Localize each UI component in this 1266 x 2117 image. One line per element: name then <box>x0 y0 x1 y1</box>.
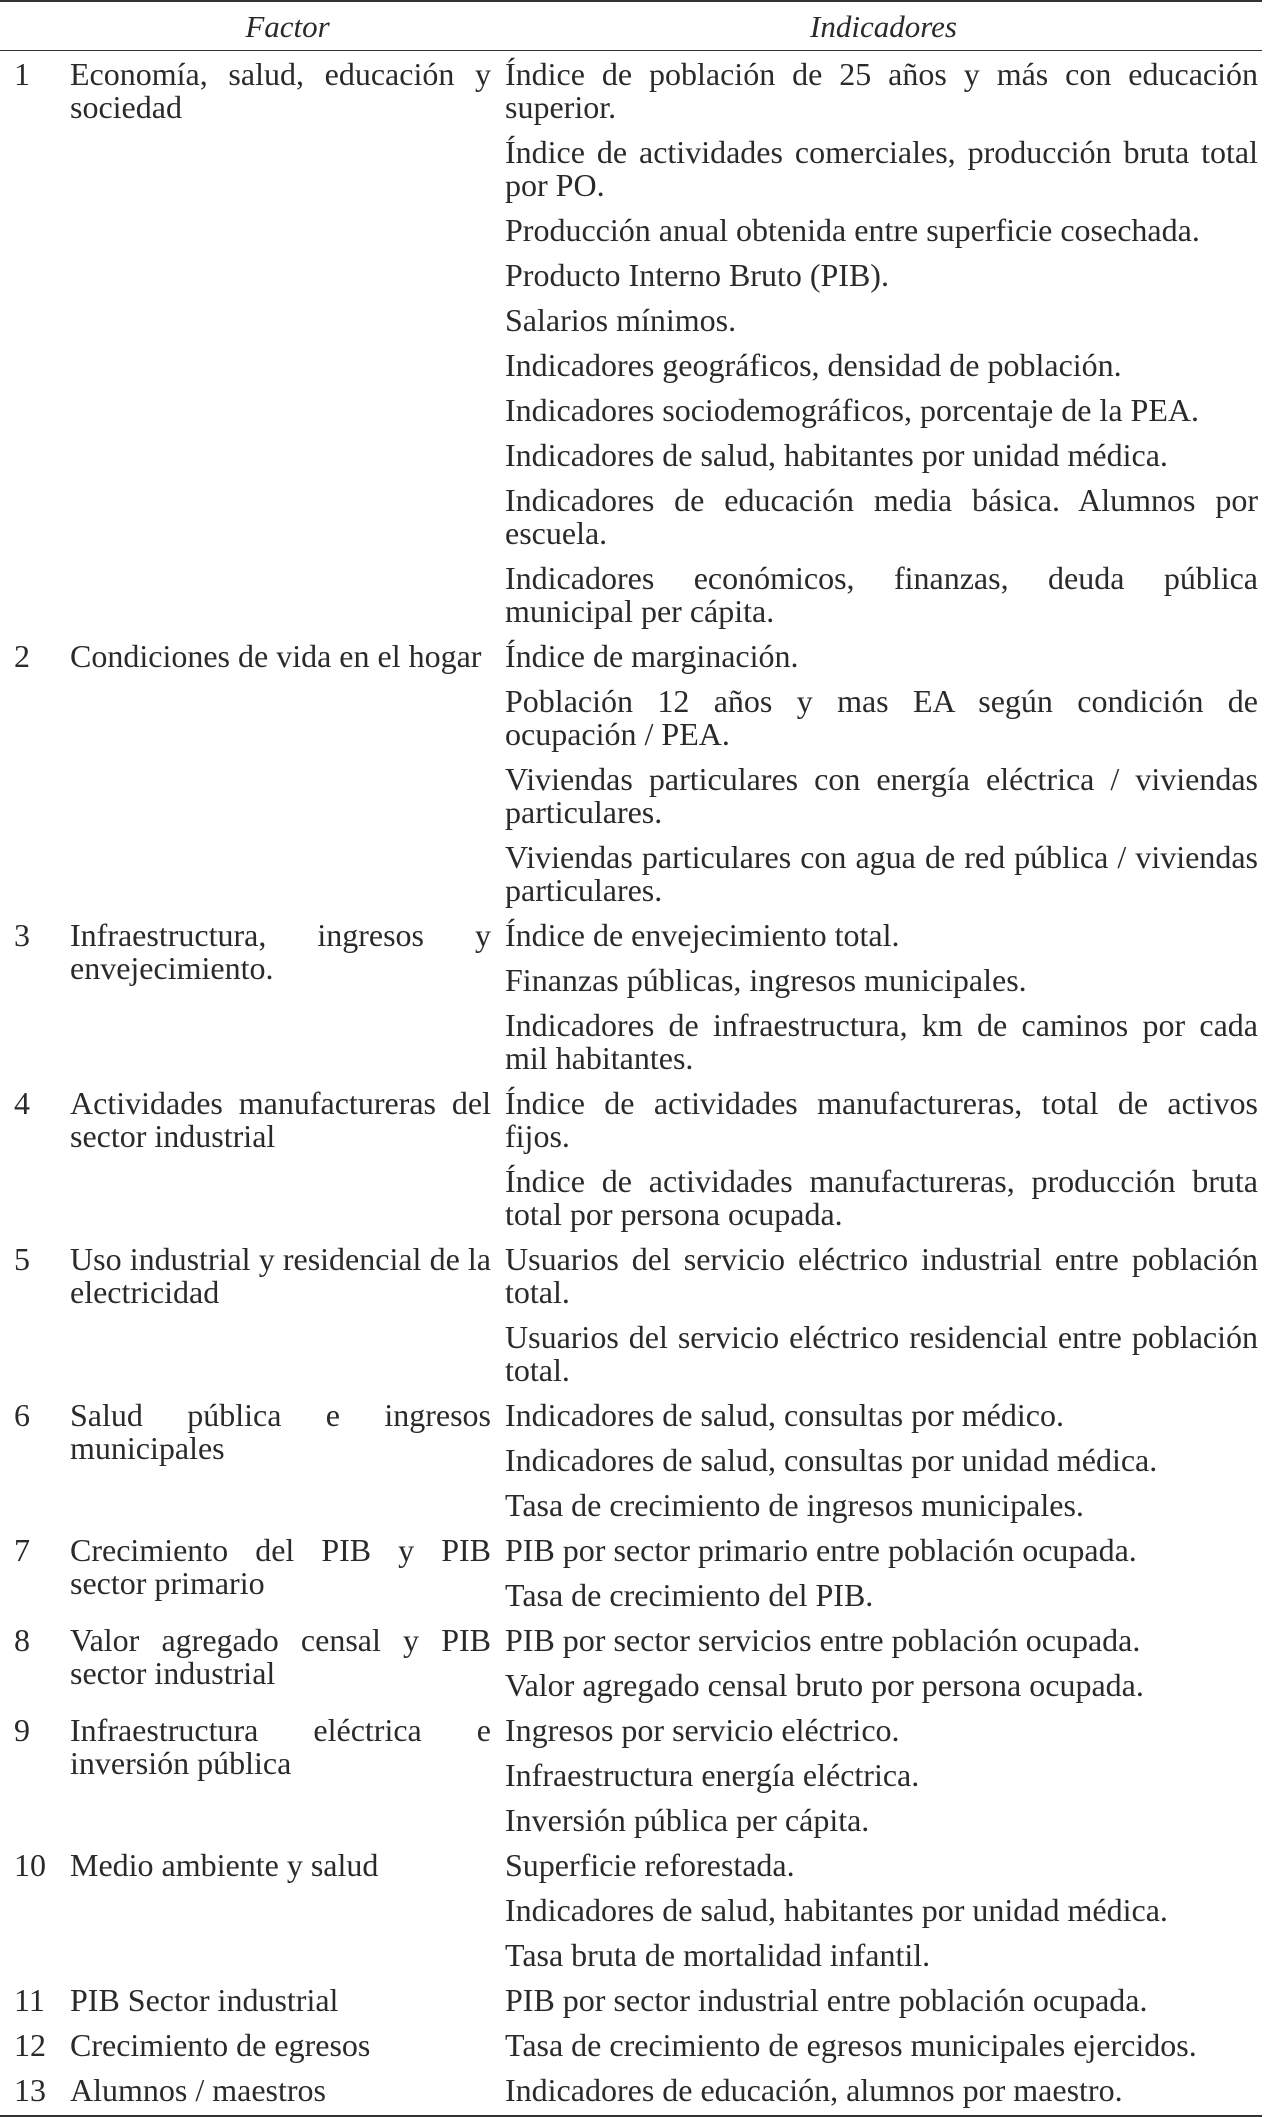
indicator-item: Población 12 años y mas EA según condición de ocupación / PEA. <box>505 683 1258 752</box>
indicator-item: Índice de población de 25 años y más con educación superior. <box>505 56 1258 125</box>
factor-number: 5 <box>14 1241 30 1277</box>
indicators-cell <box>505 1977 1262 2022</box>
factor-name: Condiciones de vida en el hogar <box>70 638 482 674</box>
indicators-cell <box>505 2022 1262 2067</box>
indicator-item: Infraestructura energía eléctrica. <box>505 1757 920 1793</box>
factor-number: 2 <box>14 638 30 674</box>
indicator-item: Indicadores de infraestructura, km de caminos por cada mil habitantes. <box>505 1007 1258 1076</box>
factor-number: 4 <box>14 1085 30 1121</box>
factor-number: 11 <box>14 1982 45 2018</box>
indicators-cell <box>505 633 1262 912</box>
indicator-item: Índice de actividades comerciales, producción bruta total por PO. <box>505 134 1258 203</box>
indicators-cell <box>505 1392 1262 1527</box>
factor-number: 12 <box>14 2027 46 2063</box>
indicator-item: Tasa de crecimiento de ingresos municipales. <box>505 1487 1084 1523</box>
table-row <box>0 1842 1262 1977</box>
indicator-item: Usuarios del servicio eléctrico industrial entre población total. <box>505 1241 1258 1310</box>
indicator-item: Indicadores de salud, habitantes por unidad médica. <box>505 1892 1168 1928</box>
indicator-item: Indicadores de educación media básica. Alumnos por escuela. <box>505 482 1258 551</box>
indicator-item: Indicadores de salud, consultas por médico. <box>505 1397 1064 1433</box>
table-row <box>0 2022 1262 2067</box>
factor-name: Actividades manufactureras del sector industrial <box>70 1085 491 1154</box>
indicator-item: Tasa de crecimiento de egresos municipales ejercidos. <box>505 2027 1197 2063</box>
table-row <box>0 1236 1262 1392</box>
indicator-item: PIB por sector servicios entre población ocupada. <box>505 1622 1141 1658</box>
factor-name: Crecimiento de egresos <box>70 2027 371 2063</box>
factor-number: 6 <box>14 1397 30 1433</box>
indicator-item: Índice de marginación. <box>505 638 799 674</box>
table-row <box>0 1392 1262 1527</box>
indicator-item: Viviendas particulares con energía eléctrica / viviendas particulares. <box>505 761 1258 830</box>
factor-name: Medio ambiente y salud <box>70 1847 379 1883</box>
indicators-cell <box>505 1842 1262 1977</box>
indicator-item: Indicadores de salud, habitantes por unidad médica. <box>505 437 1168 473</box>
indicator-item: PIB por sector primario entre población ocupada. <box>505 1532 1137 1568</box>
indicator-item: Finanzas públicas, ingresos municipales. <box>505 962 1027 998</box>
indicators-cell <box>505 1617 1262 1707</box>
table-row <box>0 2067 1262 2116</box>
indicators-cell <box>505 912 1262 1080</box>
indicator-item: Producción anual obtenida entre superficie cosechada. <box>505 212 1200 248</box>
factor-number: 9 <box>14 1712 30 1748</box>
indicators-cell <box>505 2067 1262 2116</box>
indicator-item: Ingresos por servicio eléctrico. <box>505 1712 900 1748</box>
factor-name: Valor agregado censal y PIB sector industrial <box>70 1622 491 1691</box>
table-body <box>0 51 1262 2117</box>
table-row <box>0 1527 1262 1617</box>
indicators-cell <box>505 1707 1262 1842</box>
indicators-cell <box>505 51 1262 634</box>
factor-name: Salud pública e ingresos municipales <box>70 1397 491 1466</box>
header-indicators: Indicadores <box>505 1 1262 51</box>
indicator-item: PIB por sector industrial entre población ocupada. <box>505 1982 1148 2018</box>
indicator-item: Tasa bruta de mortalidad infantil. <box>505 1937 931 1973</box>
factor-number: 8 <box>14 1622 30 1658</box>
table-row <box>0 1707 1262 1842</box>
header-factor: Factor <box>0 1 505 51</box>
indicator-item: Viviendas particulares con agua de red pública / viviendas particulares. <box>505 839 1258 908</box>
indicator-item: Índice de envejecimiento total. <box>505 917 900 953</box>
factor-name: Infraestructura, ingresos y envejecimiento. <box>70 917 491 986</box>
indicators-cell <box>505 1080 1262 1236</box>
indicator-item: Valor agregado censal bruto por persona ocupada. <box>505 1667 1144 1703</box>
factor-name: Economía, salud, educación y sociedad <box>70 56 491 125</box>
factor-number: 13 <box>0 2067 70 2116</box>
table-row <box>0 912 1262 1080</box>
factor-name: PIB Sector industrial <box>70 1982 339 2018</box>
indicator-item: Índice de actividades manufactureras, producción bruta total por persona ocupada. <box>505 1163 1258 1232</box>
indicator-item: Indicadores económicos, finanzas, deuda pública municipal per cápita. <box>505 560 1258 629</box>
indicator-item: Indicadores sociodemográficos, porcentaje de la PEA. <box>505 392 1199 428</box>
factor-name: Uso industrial y residencial de la electricidad <box>70 1241 491 1310</box>
indicator-item: Inversión pública per cápita. <box>505 1802 870 1838</box>
factor-name: Infraestructura eléctrica e inversión pública <box>70 1712 491 1781</box>
indicator-item: Superficie reforestada. <box>505 1847 795 1883</box>
indicators-cell <box>505 1527 1262 1617</box>
table-row <box>0 1617 1262 1707</box>
factor-name: Crecimiento del PIB y PIB sector primario <box>70 1532 491 1601</box>
indicator-item: Producto Interno Bruto (PIB). <box>505 257 889 293</box>
indicator-item: Tasa de crecimiento del PIB. <box>505 1577 874 1613</box>
indicator-item: Índice de actividades manufactureras, total de activos fijos. <box>505 1085 1258 1154</box>
table-row <box>0 633 1262 912</box>
table-header <box>0 1 1262 51</box>
indicators-cell <box>505 1236 1262 1392</box>
factor-number: 10 <box>14 1847 46 1883</box>
table-row <box>0 1080 1262 1236</box>
factor-name: Alumnos / maestros <box>70 2067 505 2116</box>
indicator-item: Salarios mínimos. <box>505 302 737 338</box>
indicator-item: Indicadores de educación, alumnos por maestro. <box>505 2072 1123 2108</box>
indicator-item: Indicadores geográficos, densidad de población. <box>505 347 1122 383</box>
factor-number: 1 <box>14 56 30 92</box>
indicator-item: Indicadores de salud, consultas por unidad médica. <box>505 1442 1158 1478</box>
table-row <box>0 51 1262 634</box>
factor-number: 3 <box>14 917 30 953</box>
factor-number: 7 <box>14 1532 30 1568</box>
table-row <box>0 1977 1262 2022</box>
indicator-item: Usuarios del servicio eléctrico residencial entre población total. <box>505 1319 1258 1388</box>
